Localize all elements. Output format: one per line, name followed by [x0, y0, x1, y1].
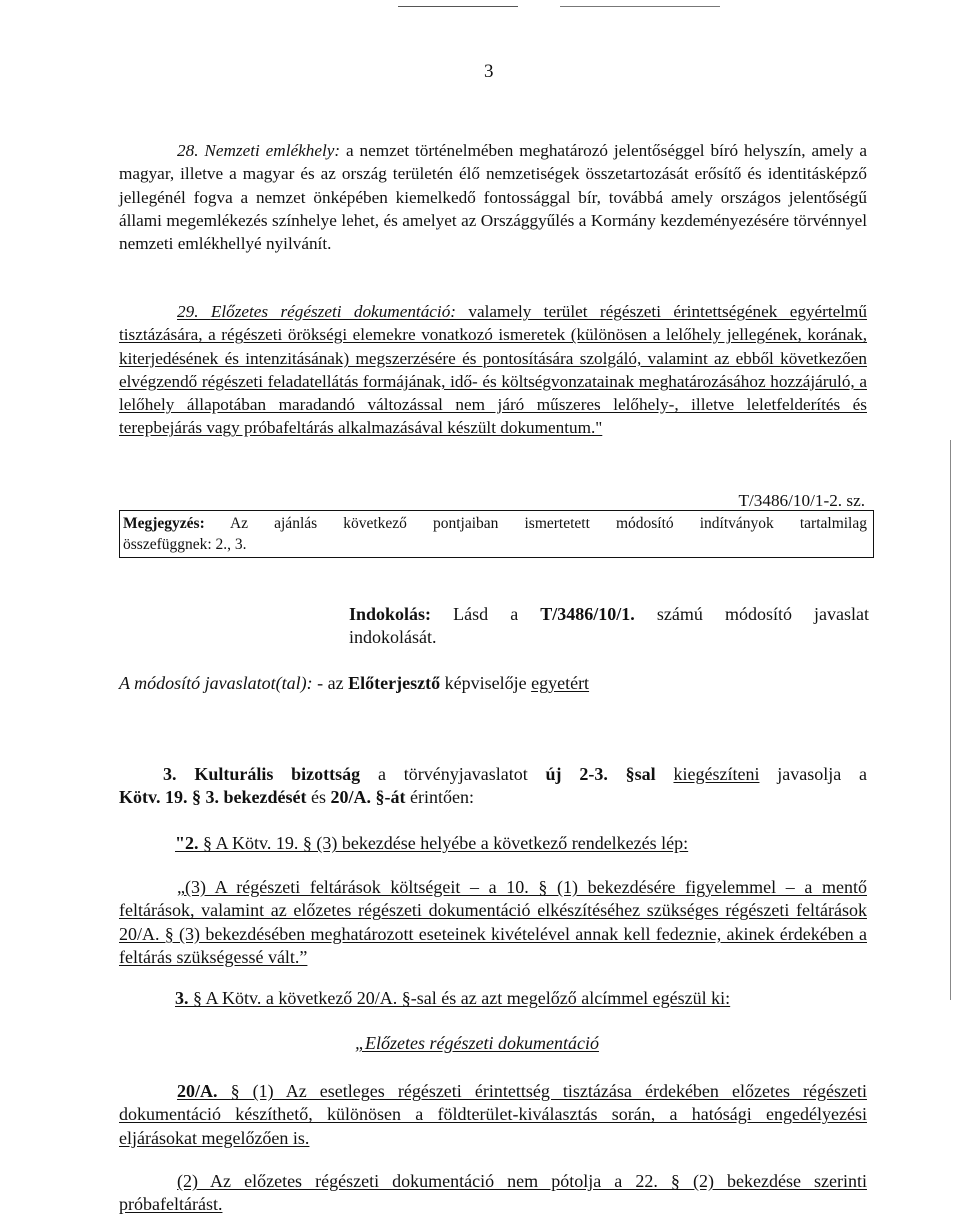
amendment-t1: a törvényjavaslatot	[377, 764, 528, 784]
note-line-1	[123, 513, 867, 534]
section-3-heading	[175, 987, 730, 1010]
section-20a-number: 20/A.	[177, 1081, 218, 1101]
top-rule	[398, 6, 518, 7]
note-text: Az ajánlás következő pontjaiban ismertetett módosító indítványok tartalmilag	[229, 515, 867, 532]
amendment-t9: 20/A.	[330, 787, 371, 808]
section-20a-text: § (1) Az esetleges régészeti érintettség tisztázása érdekében előzetes régészeti dokumentáció készíthető, különösen a földterület-kiválasztás során, a hatósági engedélyezési eljárásokat megelőzően is.	[119, 1081, 867, 1148]
note-label: Megjegyzés:	[123, 515, 205, 532]
reasoning-line-1	[349, 603, 869, 626]
support-label: A módosító javaslatot(tal):	[119, 673, 313, 693]
reasoning-label: Indokolás:	[349, 604, 432, 624]
amendment-t6: Kötv. 19.	[119, 787, 188, 808]
para29-term: Előzetes régészeti dokumentáció:	[210, 302, 457, 321]
amendment-t3: §sal	[625, 764, 656, 784]
amendment-t2: új 2-3.	[545, 764, 608, 784]
section-20a-para-1	[119, 1080, 867, 1150]
para28-number: 28.	[177, 141, 199, 160]
reasoning-post: számú módosító javaslat	[656, 604, 870, 624]
amendment-t4: kiegészíteni	[673, 764, 760, 784]
support-who: Előterjesztő	[348, 673, 441, 693]
amendment-committee: Kulturális bizottság	[194, 764, 361, 784]
reasoning-pre: Lásd a	[453, 604, 519, 624]
para29-number: 29.	[177, 302, 199, 321]
para28-text: a nemzet történelmében meghatározó jelentőséggel bíró helyszín, amely a magyar, illetve a magyar és az ország területén élő nemzetiségek összetartozását erősítő és identitásképző jellegénél fogva a nemzet önképében kiemelkedő fontossággal bír, továbbá amely országos jelentőségű állami megemlékezés színhelye lehet, és amelyet az Országgyűlés a Kormány kezdeményezésére törvénnyel nemzeti emlékhellyé nyilvánít.	[119, 141, 868, 254]
subtitle: „Előzetes régészeti dokumentáció	[355, 1033, 599, 1053]
para29-text: valamely terület régészeti érintettségének egyértelmű tisztázására, a régészeti örökségi elemekre vonatkozó ismeretek (különösen a lelőhely jellegének, korának, kiterjedésének és intenzitásának) megszerzésére és pontosítására szolgáló, valamint az ebből következően elvégzendő régészeti feladatellátás formájának, idő- és költségvonzatainak meghatározásához hozzájáruló, a lelőhely állapotában maradandó változással nem járó műszeres lelőhely-, illetve leletfelderítés és terepbejárás vagy próbafeltárás alkalmazásával készült dokumentum."	[119, 302, 868, 438]
amendment-line-2	[119, 786, 867, 809]
quote-2-body-text: „(3) A régészeti feltárások költségeit – a 10. § (1) bekezdésére figyelemmel – a mentő feltárások, valamint az előzetes régészeti dokumentáció elkészítéséhez szükséges régészeti feltárások 20/A. § (3) bekezdésében meghatározott eseteinek kivételével annak kell fedeznie, akinek érdekében a feltárás szükségessé vált.”	[119, 877, 867, 967]
support-line	[119, 672, 589, 695]
note-box	[119, 510, 874, 558]
paragraph-29	[119, 300, 867, 440]
reasoning-line-2: indokolását.	[349, 627, 437, 647]
amendment-number: 3.	[163, 764, 177, 784]
section-20a-para-2: (2) Az előzetes régészeti dokumentáció nem pótolja a 22. § (2) bekezdése szerinti próbafeltárást.	[119, 1171, 867, 1215]
section-3-number: 3.	[175, 988, 189, 1008]
support-who-rest: képviselője	[444, 673, 527, 693]
support-dash: - az	[317, 673, 344, 693]
section-3-text: § A Kötv. a következő 20/A. §-sal és az azt megelőző alcímmel egészül ki:	[193, 988, 731, 1008]
amendment-t11: érintően:	[410, 787, 474, 808]
document-reference: T/3486/10/1-2. sz.	[738, 491, 865, 510]
note-text-2: összefüggnek: 2., 3.	[123, 536, 247, 553]
reasoning-ref: T/3486/10/1.	[540, 604, 635, 624]
reasoning	[349, 603, 869, 649]
quote-2-heading-text: § A Kötv. 19. § (3) bekezdése helyébe a következő rendelkezés lép:	[203, 833, 689, 853]
amendment-t10: §-át	[375, 787, 406, 808]
quote-2-body	[119, 876, 867, 969]
margin-line	[950, 440, 951, 1000]
top-rule-2	[560, 6, 720, 7]
quote-2-number: "2.	[175, 833, 199, 853]
amendment-3	[119, 763, 867, 810]
para28-term: Nemzeti emlékhely:	[204, 141, 341, 160]
support-verdict: egyetért	[531, 673, 590, 693]
page-number: 3	[484, 61, 494, 82]
paragraph-28	[119, 139, 867, 255]
amendment-t5: javasolja a	[777, 764, 868, 784]
quote-2-heading	[175, 832, 688, 855]
amendment-t7: § 3. bekezdését	[192, 787, 307, 808]
amendment-line-1	[119, 763, 867, 786]
amendment-t8: és	[311, 787, 326, 808]
